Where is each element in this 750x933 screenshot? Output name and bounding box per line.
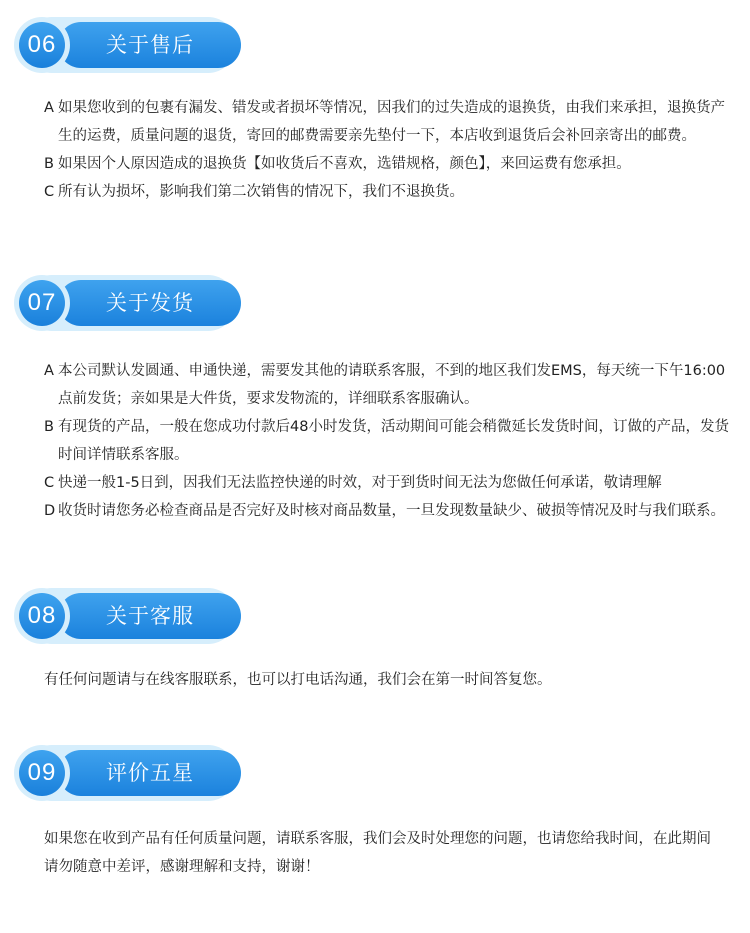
section-number: 09 [19, 750, 65, 796]
list-item: A 如果您收到的包裹有漏发、错发或者损坏等情况，因我们的过失造成的退换货，由我们来承担，退换货产生的运费，质量问题的退货，寄回的邮费需要亲先垫付一下，本店收到退货后会补回亲寄出的邮费。 [44, 100, 725, 144]
section-number: 06 [19, 22, 65, 68]
list-item: B 有现货的产品，一般在您成功付款后48小时发货，活动期间可能会稍微延长发货时间，订做的产品，发货时间详情联系客服。 [44, 419, 729, 463]
section-header-badge [14, 588, 236, 644]
paragraph-text: 有任何问题请与在线客服联系，也可以打电话沟通，我们会在第一时间答复您。 [44, 672, 552, 688]
section-body [44, 357, 734, 525]
section-title: 关于客服 [106, 604, 194, 628]
section-header-badge [14, 745, 236, 801]
section-body [44, 666, 734, 694]
list-item: C 所有认为损坏，影响我们第二次销售的情况下，我们不退换货。 [44, 184, 464, 200]
list-item: B 如果因个人原因造成的退换货【如收货后不喜欢，选错规格，颜色】，来回运费有您承担。 [44, 156, 631, 172]
section-title: 关于发货 [106, 291, 194, 315]
section-header-badge [14, 275, 236, 331]
section-title: 评价五星 [106, 761, 194, 785]
section-header-badge [14, 17, 236, 73]
list-item: A 本公司默认发圆通、申通快递，需要发其他的请联系客服，不到的地区我们发EMS，每天统一下午16:00点前发货；亲如果是大件货，要求发物流的，详细联系客服确认。 [44, 363, 726, 407]
section-body [44, 825, 724, 881]
section-number: 07 [19, 280, 65, 326]
section-number: 08 [19, 593, 65, 639]
section-title: 关于售后 [106, 33, 194, 57]
list-item: D 收货时请您务必检查商品是否完好及时核对商品数量，一旦发现数量缺少、破损等情况及时与我们联系。 [44, 503, 725, 519]
paragraph-text: 如果您在收到产品有任何质量问题，请联系客服，我们会及时处理您的问题，也请您给我时间，在此期间请勿随意中差评，感谢理解和支持，谢谢！ [44, 831, 711, 875]
list-item: C 快递一般1-5日到，因我们无法监控快递的时效，对于到货时间无法为您做任何承诺，敬请理解 [44, 475, 662, 491]
section-body [44, 94, 734, 206]
